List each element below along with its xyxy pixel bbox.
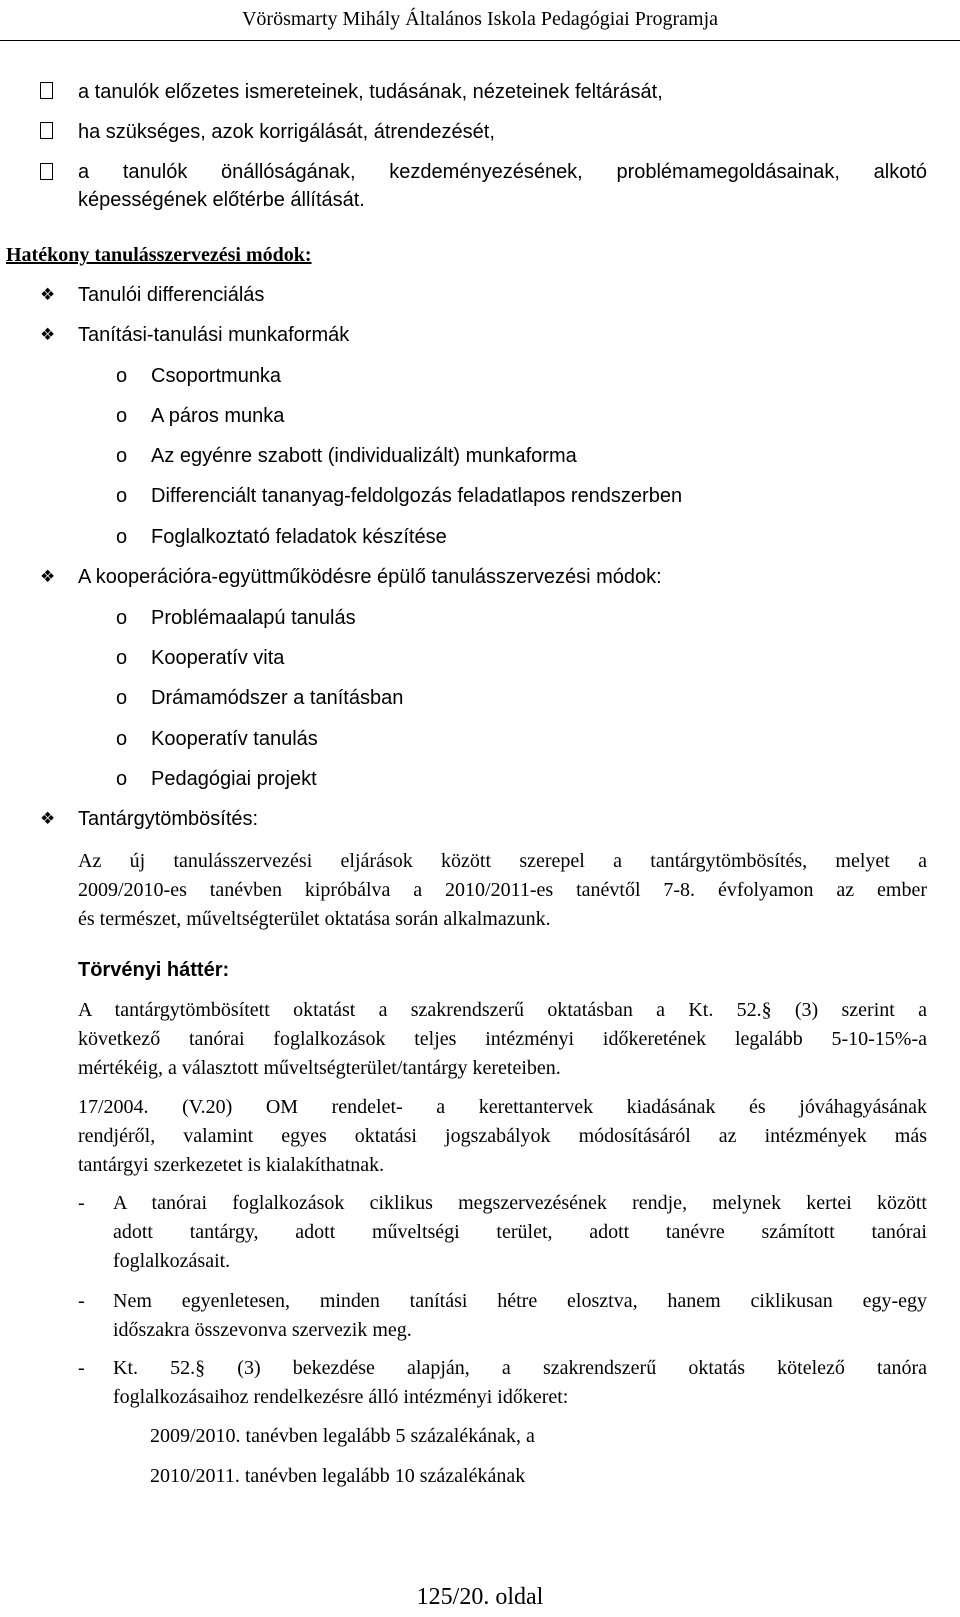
paragraph-line: A tantárgytömbösített oktatást a szakrendszerű oktatásban a Kt. 52.§ (3) szerint a	[78, 999, 927, 1021]
main-item: A kooperációra-együttműködésre épülő tanulásszervezési módok:	[78, 566, 662, 588]
circle-bullet-icon: o	[116, 485, 128, 507]
sub-item: Pedagógiai projekt	[151, 768, 317, 790]
paragraph-line: tantárgyi szerkezetet is kialakíthatnak.	[78, 1154, 385, 1176]
dash-item	[113, 1287, 927, 1345]
paragraph-line: rendjéről, valamint egyes oktatási jogszabályok módosításáról az intézmények más	[78, 1125, 927, 1147]
circle-bullet-icon: o	[116, 405, 128, 427]
circle-bullet-icon: o	[116, 728, 128, 750]
page-header: Vörösmarty Mihály Általános Iskola Pedagógiai Programja	[241, 8, 718, 30]
diamond-bullet-icon: ❖	[40, 285, 56, 305]
paragraph-line: és természet, műveltségterület oktatása során alkalmazunk.	[78, 908, 551, 930]
paragraph-line: adott tantárgy, adott műveltségi terület, adott tanévre számított tanórai	[113, 1221, 927, 1243]
sub-item: Csoportmunka	[151, 365, 282, 387]
page-number-footer: 125/20. oldal	[416, 1584, 544, 1610]
paragraph-line: időszakra összevonva szervezik meg.	[113, 1319, 412, 1341]
legal-paragraph	[78, 1093, 927, 1180]
sub-item: Az egyénre szabott (individualizált) munkaforma	[151, 445, 577, 467]
legal-heading: Törvényi háttér:	[78, 959, 230, 981]
dash-item	[113, 1354, 927, 1412]
dash-item	[113, 1189, 927, 1276]
circle-bullet-icon: o	[116, 647, 128, 669]
year-line: 2010/2011. tanévben legalább 10 százalékának	[150, 1465, 526, 1487]
dash-bullet: -	[78, 1290, 85, 1312]
sub-item: Kooperatív tanulás	[151, 728, 318, 750]
intro-item: ha szükséges, azok korrigálását, átrendezését,	[78, 121, 495, 143]
paragraph-line: Az új tanulásszervezési eljárások között szerepel a tantárgytömbösítés, melyet a	[78, 850, 927, 872]
circle-bullet-icon: o	[116, 526, 128, 548]
dash-bullet: -	[78, 1357, 85, 1379]
year-line: 2009/2010. tanévben legalább 5 százalékának, a	[150, 1425, 535, 1447]
diamond-bullet-icon: ❖	[40, 567, 56, 587]
section-heading: Hatékony tanulásszervezési módok:	[6, 244, 312, 266]
block-paragraph	[78, 847, 927, 934]
paragraph-line: foglalkozásaihoz rendelkezésre álló intézményi időkeret:	[113, 1386, 569, 1408]
main-item: Tanulói differenciálás	[78, 284, 265, 306]
intro-item: a tanulók előzetes ismereteinek, tudásának, nézeteinek feltárását,	[78, 81, 663, 103]
paragraph-line: Kt. 52.§ (3) bekezdése alapján, a szakrendszerű oktatás kötelező tanóra	[113, 1357, 927, 1379]
diamond-bullet-icon: ❖	[40, 325, 56, 345]
diamond-bullet-icon: ❖	[40, 809, 56, 829]
paragraph-line: 2009/2010-es tanévben kipróbálva a 2010/2011-es tanévtől 7-8. évfolyamon az ember	[78, 879, 927, 901]
circle-bullet-icon: o	[116, 687, 128, 709]
paragraph-line: 17/2004. (V.20) OM rendelet- a kerettantervek kiadásának és jóváhagyásának	[78, 1096, 927, 1118]
paragraph-line: foglalkozásait.	[113, 1250, 231, 1272]
main-item: Tantárgytömbösítés:	[78, 808, 259, 830]
sub-item: Problémaalapú tanulás	[151, 607, 356, 629]
paragraph-line: mértékéig, a választott műveltségterület/tantárgy kereteiben.	[78, 1057, 561, 1079]
dash-bullet: -	[78, 1192, 85, 1214]
paragraph-line: Nem egyenletesen, minden tanítási hétre elosztva, hanem ciklikusan egy-egy	[113, 1290, 927, 1312]
circle-bullet-icon: o	[116, 445, 128, 467]
paragraph-line: A tanórai foglalkozások ciklikus megszervezésének rendje, melynek kertei között	[113, 1192, 927, 1214]
sub-item: Drámamódszer a tanításban	[151, 687, 404, 709]
circle-bullet-icon: o	[116, 768, 128, 790]
sub-item: Kooperatív vita	[151, 647, 285, 669]
circle-bullet-icon: o	[116, 607, 128, 629]
main-item: Tanítási-tanulási munkaformák	[78, 324, 350, 346]
sub-item: Differenciált tananyag-feldolgozás feladatlapos rendszerben	[151, 485, 683, 507]
circle-bullet-icon: o	[116, 365, 128, 387]
intro-item: a tanulók önállóságának, kezdeményezésének, problémamegoldásainak, alkotó	[78, 161, 927, 183]
legal-paragraph	[78, 996, 927, 1083]
checkbox-bullet-icon	[40, 163, 53, 180]
checkbox-bullet-icon	[40, 82, 53, 99]
paragraph-line: következő tanórai foglalkozások teljes intézményi időkeretének legalább 5-10-15%-a	[78, 1028, 927, 1050]
sub-item: A páros munka	[151, 405, 285, 427]
intro-item-continuation: képességének előtérbe állítását.	[78, 189, 365, 211]
checkbox-bullet-icon	[40, 122, 53, 139]
header-divider	[0, 40, 960, 41]
sub-item: Foglalkoztató feladatok készítése	[151, 526, 447, 548]
